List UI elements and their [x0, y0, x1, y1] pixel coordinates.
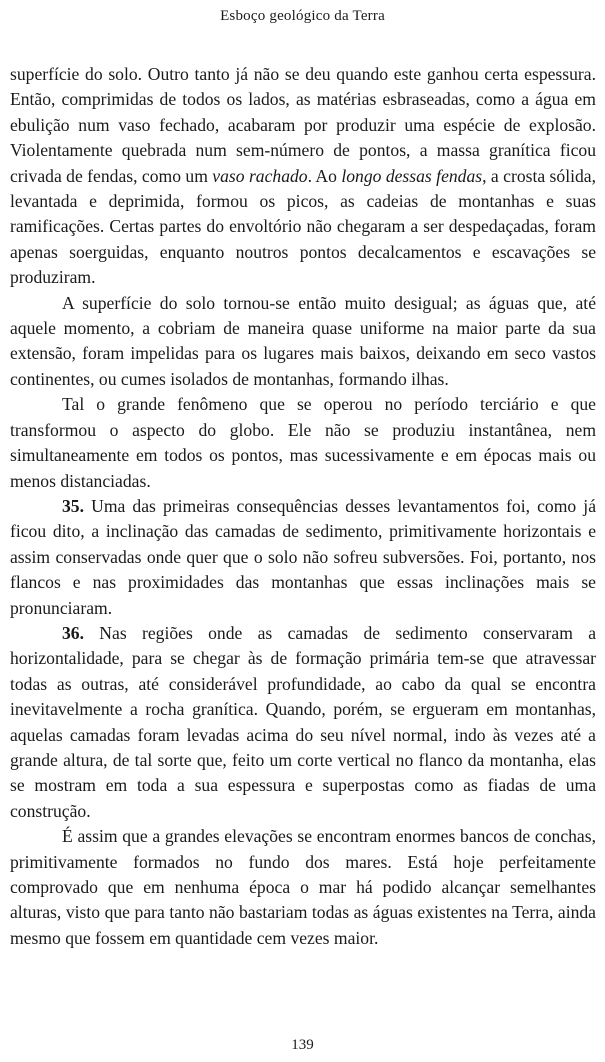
text-segment: superfície do solo. Outro tanto já não se deu quando este ganhou certa espessura. Então, comprimidas de todos os lados, as matérias esbraseadas, como a água em ebulição num vaso fechado, acabaram por produzir uma espécie de explosão. Violentamente quebrada num sem-número de pontos, a massa granítica ficou crivada de fendas, como um	[10, 64, 596, 186]
text-segment: Nas regiões onde as camadas de sedimento conservaram a horizontalidade, para se chegar às de formação primária tem-se que atravessar todas as outras, até considerável profundidade, ao cabo da qual se encontra inevitavelmente a rocha granítica. Quando, porém, se ergueram em montanhas, aquelas camadas foram levadas acima do seu nível normal, indo às vezes até a grande altura, de tal sorte que, feito um corte vertical no flanco da montanha, elas se mostram em toda a sua espessura e superpostas como as fiadas de uma construção.	[10, 622, 596, 821]
paragraph	[10, 291, 596, 393]
running-head: Esboço geológico da Terra	[220, 8, 385, 24]
page-number: 139	[291, 1037, 314, 1053]
italic-text: longo dessas fendas	[341, 165, 483, 186]
paragraph	[10, 62, 596, 291]
italic-text: vaso rachado	[212, 165, 308, 186]
text-segment: Uma das primeiras consequências desses levantamentos foi, como já ficou dito, a inclinação das camadas de sedimento, primitivamente horizontais e assim conservadas onde quer que o solo não sofreu subversões. Foi, portanto, nos flancos e nas proximidades das montanhas que essas inclinações mais se pronunciaram.	[10, 495, 596, 618]
paragraph	[10, 392, 596, 494]
section-number: 36.	[62, 622, 84, 643]
body-text	[10, 62, 596, 951]
text-segment: , a crosta sólida, levantada e deprimida, formou os picos, as cadeias de montanhas e suas ramificações. Certas partes do envoltório não chegaram a ser despedaçadas, foram apenas soerguidas, enquanto noutros pontos decalcamentos e escavações se produziram.	[10, 165, 596, 288]
text-segment: É assim que a grandes elevações se encontram enormes bancos de conchas, primitivamente formados no fundo dos mares. Está hoje perfeitamente comprovado que em nenhuma época o mar há podido alcançar semelhantes alturas, visto que para tanto não bastariam todas as águas existentes na Terra, ainda mesmo que fossem em quantidade cem vezes maior.	[10, 826, 596, 948]
paragraph	[10, 824, 596, 951]
section-number: 35.	[62, 495, 84, 516]
paragraph	[10, 621, 596, 824]
text-segment: Tal o grande fenômeno que se operou no período terciário e que transformou o aspecto do globo. Ele não se produziu instantânea, nem simultaneamente em todos os pontos, mas sucessivamente e em épocas mais ou menos distanciadas.	[10, 394, 596, 491]
text-segment: A superfície do solo tornou-se então muito desigual; as águas que, até aquele momento, a cobriam de maneira quase uniforme na maior parte da sua extensão, foram impelidas para os lugares mais baixos, deixando em seco vastos continentes, ou cumes isolados de montanhas, formando ilhas.	[10, 292, 596, 389]
paragraph	[10, 494, 596, 621]
text-segment: . Ao	[307, 165, 342, 186]
